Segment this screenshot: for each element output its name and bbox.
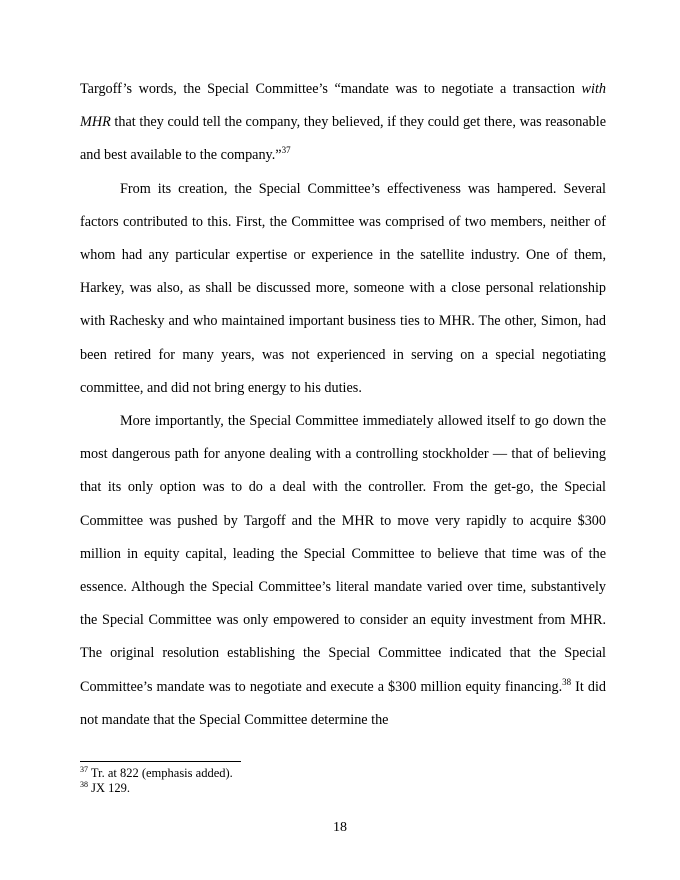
page-number: 18 <box>333 820 347 835</box>
paragraph-2: From its creation, the Special Committee’s effectiveness was hampered. Several factors contributed to this. First, the Committee was comprised of two members, neither of whom had any particular expertise or experience in the satellite industry. One of them, Harkey, was also, as shall be discussed more, someone with a close personal relationship with Rachesky and who maintained important business ties to MHR. The other, Simon, had been retired for many years, was not experienced in serving on a special negotiating committee, and did not bring energy to his duties. <box>80 180 606 396</box>
paragraph-3-tail: It did not mandate that the Special Committee determine the <box>80 678 606 728</box>
paragraph-1-emphasis: with MHR <box>80 81 606 131</box>
paragraph-1-text-end: that they could tell the company, they believed, if they could get there, was reasonable and best available to the company.” <box>80 114 606 164</box>
paragraph-1-text-start: Targoff’s words, the Special Committee’s “mandate was to negotiate a transaction <box>80 81 582 97</box>
footnotes <box>80 766 606 796</box>
footnote-text: JX 129. <box>88 781 131 795</box>
paragraph-3-text: More importantly, the Special Committee immediately allowed itself to go down the most dangerous path for anyone dealing with a controlling stockholder — that of believing that its only option was to do a deal with the controller. From the get-go, the Special Committee was pushed by Targoff and the MHR to move very rapidly to acquire $300 million in equity capital, leading the Special Committee to believe that time was of the essence. Although the Special Committee’s literal mandate varied over time, substantively the Special Committee was only empowered to consider an equity investment from MHR. The original resolution establishing the Special Committee indicated that the Special Committee’s mandate was to negotiate and execute a $300 million equity financing. <box>80 413 606 695</box>
body-text <box>80 73 606 737</box>
footnote-text: Tr. at 822 (emphasis added). <box>88 766 233 780</box>
footnote-37 <box>80 766 606 781</box>
footnote-number: 38 <box>80 780 88 789</box>
footnote-38 <box>80 781 606 796</box>
paragraph-3 <box>80 405 606 737</box>
footnote-ref-38[interactable]: 38 <box>562 676 572 687</box>
footnote-divider <box>80 761 241 762</box>
footnote-ref-37[interactable]: 37 <box>281 145 291 156</box>
footnote-number: 37 <box>80 765 88 774</box>
paragraph-1 <box>80 73 606 173</box>
